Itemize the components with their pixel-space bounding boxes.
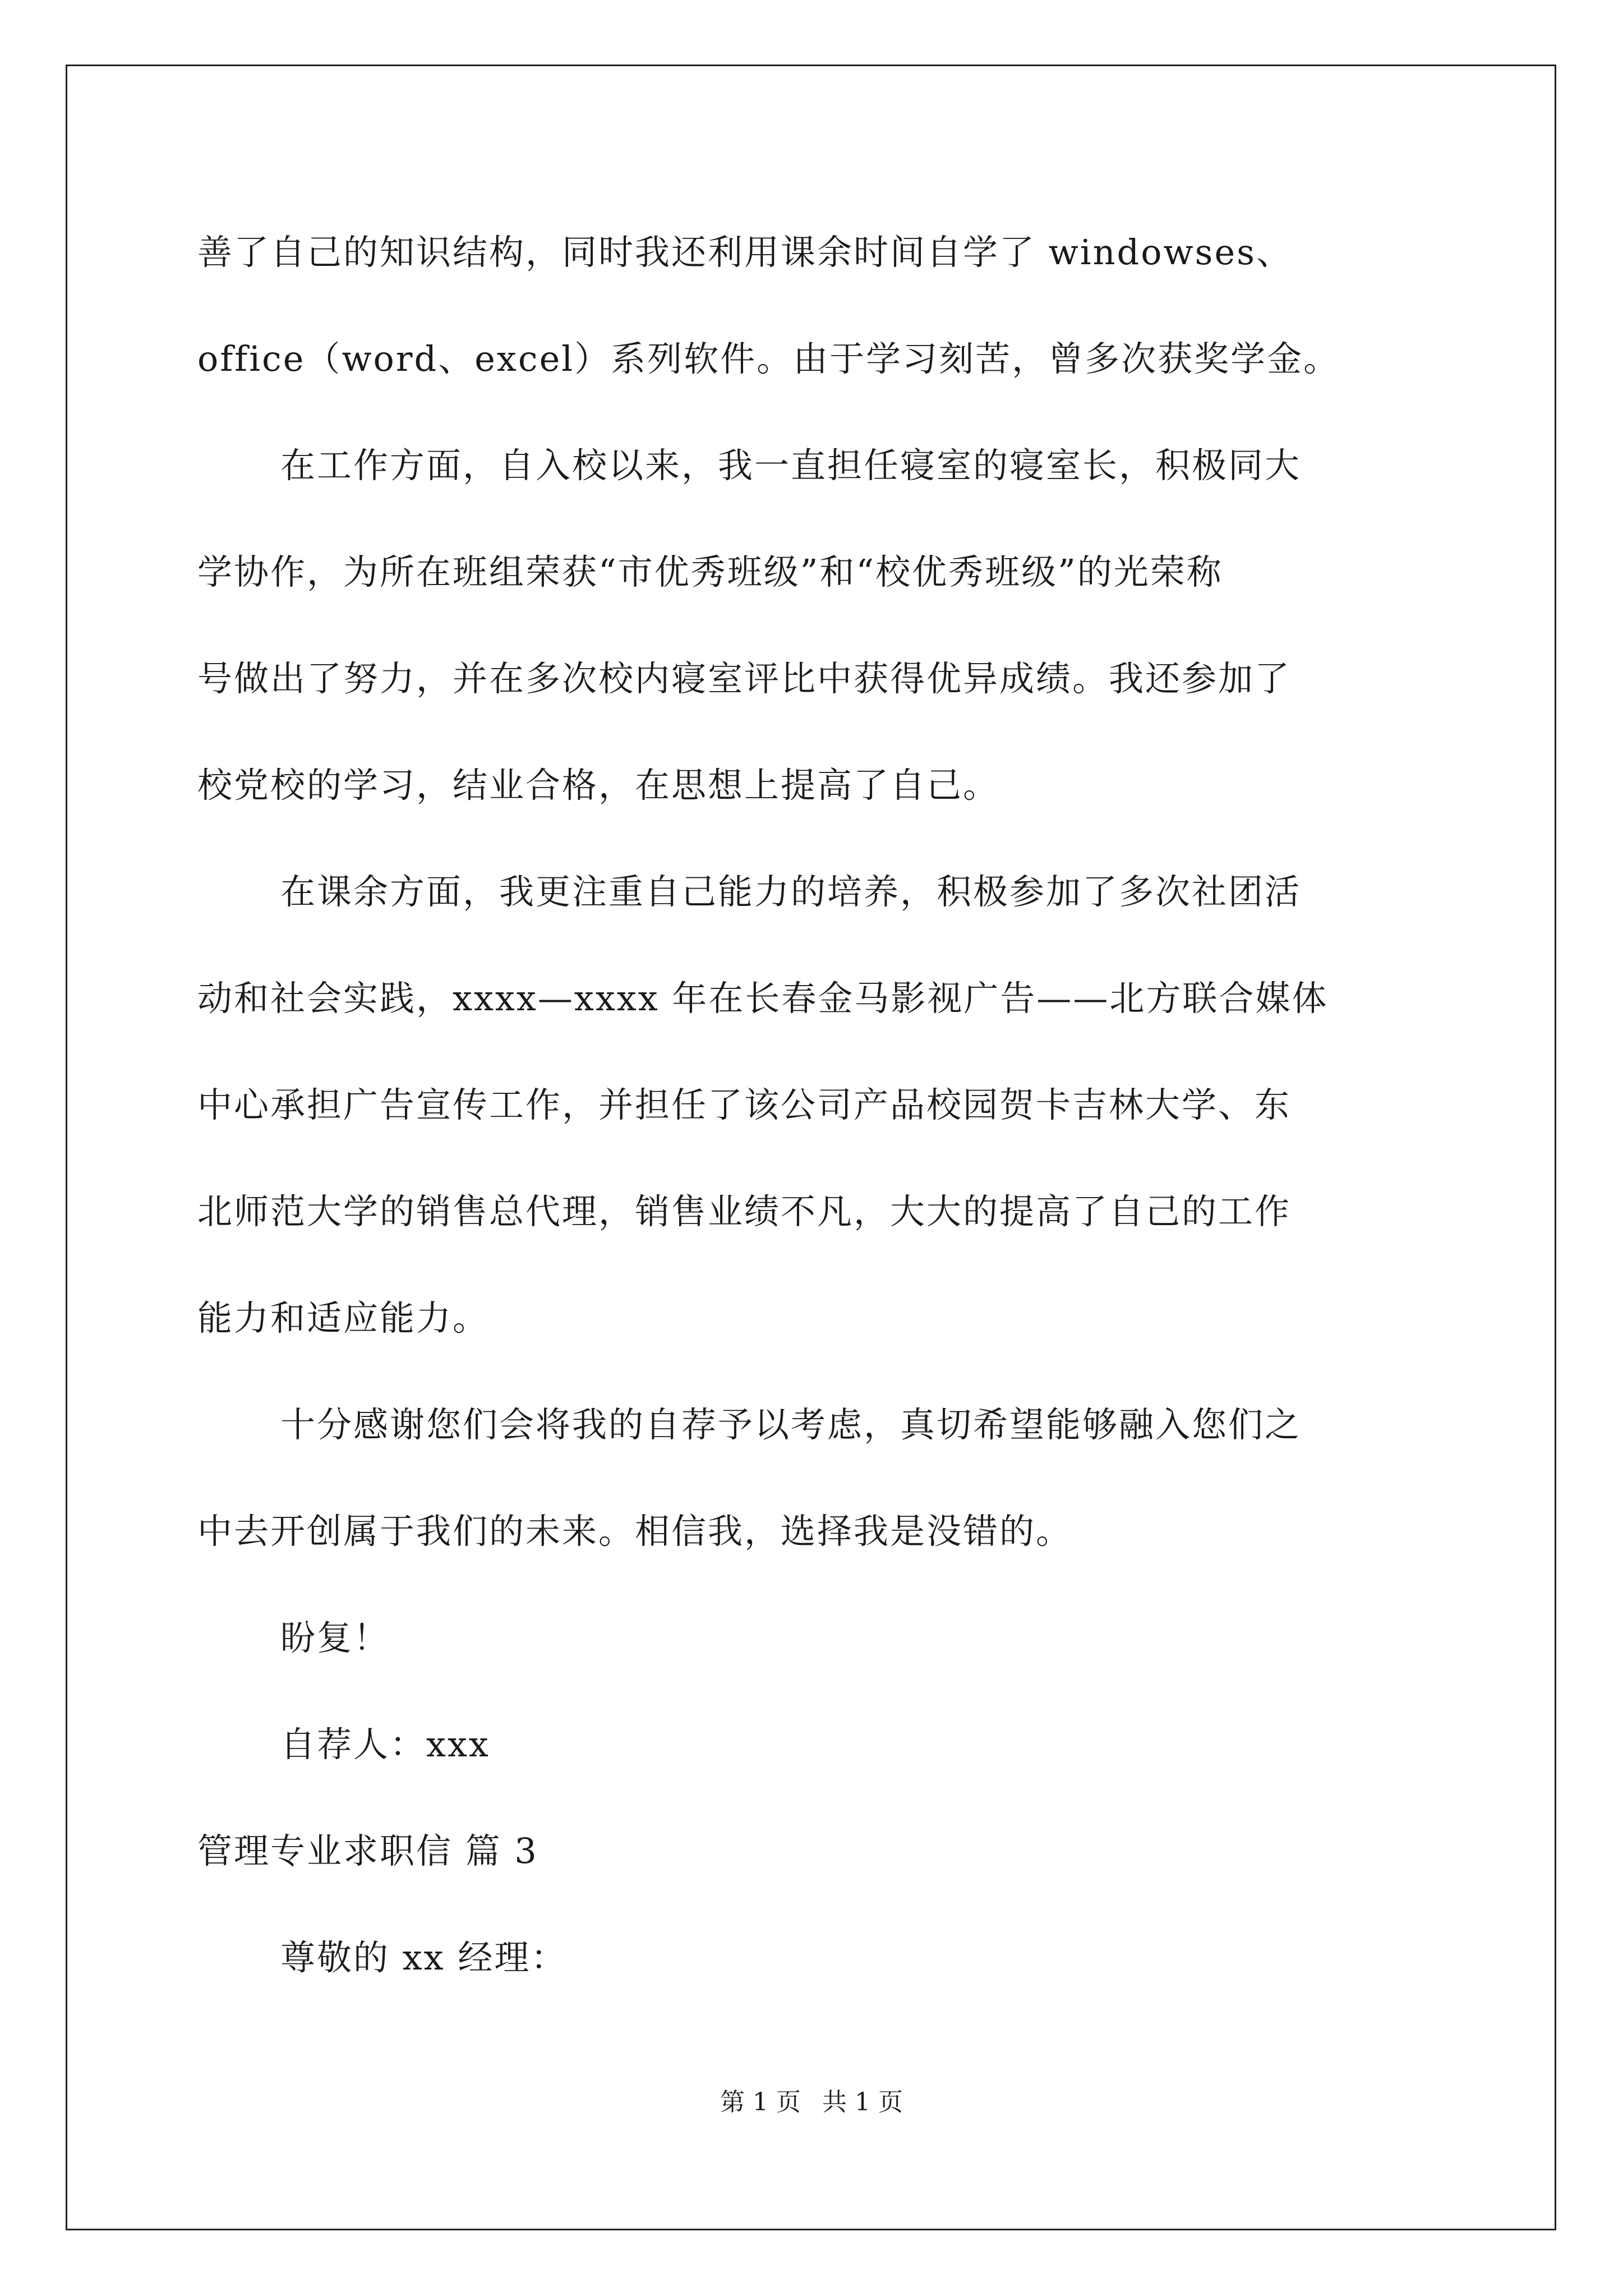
text-line: 动和社会实践，xxxx—xxxx 年在长春金马影视广告——北方联合媒体 xyxy=(197,978,1329,1019)
text-line: 在工作方面，自入校以来，我一直担任寝室的寝室长，积极同大 xyxy=(280,445,1302,486)
page-number: 第 1 页 xyxy=(720,2088,801,2116)
text-line: 北师范大学的销售总代理，销售业绩不凡，大大的提高了自己的工作 xyxy=(197,1191,1292,1232)
text-line: 善了自己的知识结构，同时我还利用课余时间自学了 windowses、 xyxy=(197,232,1293,273)
text-line: office（word、excel）系列软件。由于学习刻苦，曾多次获奖学金。 xyxy=(197,338,1340,379)
salutation-line: 尊敬的 xx 经理： xyxy=(280,1937,568,1978)
text-line: 能力和适应能力。 xyxy=(197,1297,490,1338)
text-line: 在课余方面，我更注重自己能力的培养，积极参加了多次社团活 xyxy=(280,871,1302,912)
text-line: 十分感谢您们会将我的自荐予以考虑，真切希望能够融入您们之 xyxy=(280,1404,1302,1445)
text-line: 号做出了努力，并在多次校内寝室评比中获得优异成绩。我还参加了 xyxy=(197,658,1292,699)
page-footer xyxy=(0,2086,1623,2119)
text-line: 中心承担广告宣传工作，并担任了该公司产品校园贺卡吉林大学、东 xyxy=(197,1084,1292,1125)
closing-line: 盼复！ xyxy=(280,1617,390,1658)
signature-line: 自荐人：xxx xyxy=(280,1724,490,1765)
text-line: 校党校的学习，结业合格，在思想上提高了自己。 xyxy=(197,765,1000,806)
text-line: 中去开创属于我们的未来。相信我，选择我是没错的。 xyxy=(197,1511,1073,1552)
section-heading: 管理专业求职信 篇 3 xyxy=(197,1830,538,1871)
page-total: 共 1 页 xyxy=(822,2088,903,2116)
text-line: 学协作，为所在班组荣获“市优秀班级”和“校优秀班级”的光荣称 xyxy=(197,551,1223,592)
page-border xyxy=(66,65,1556,2230)
